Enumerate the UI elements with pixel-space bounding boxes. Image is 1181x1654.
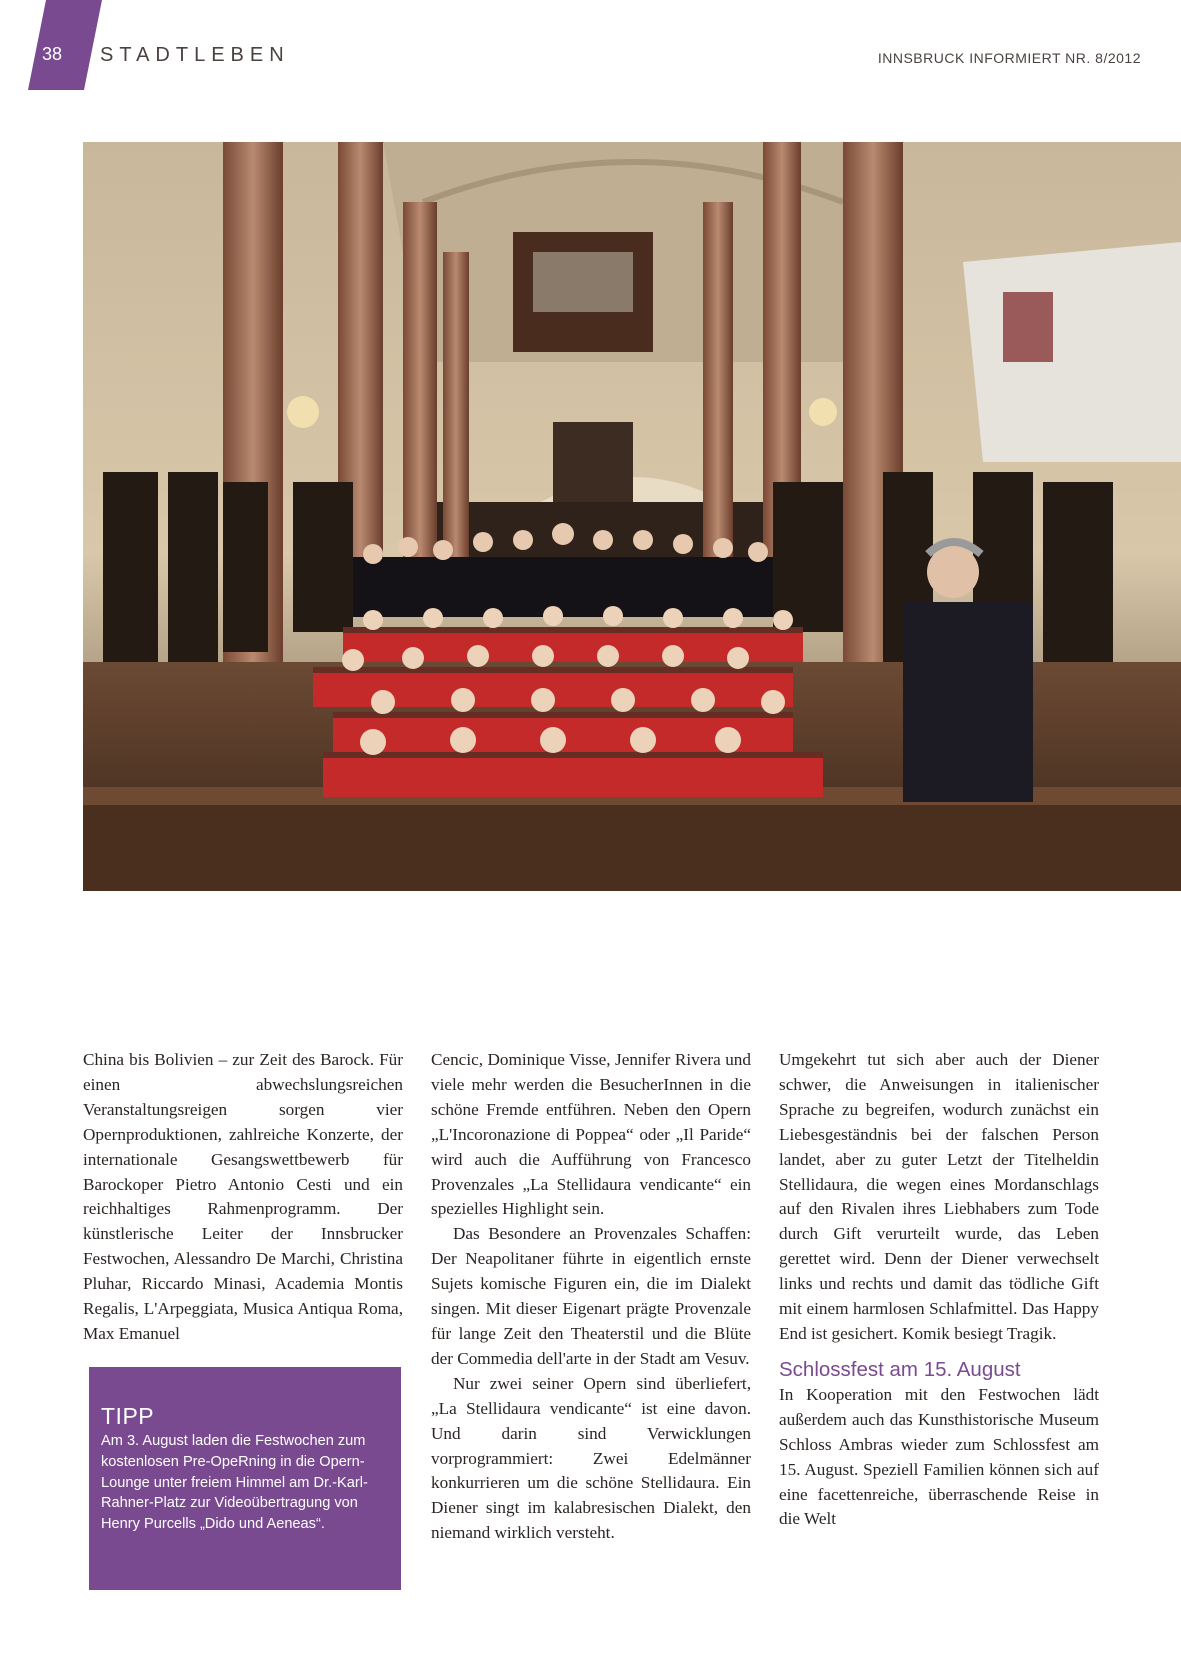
paragraph: In Kooperation mit den Festwochen lädt außerdem auch das Kunsthistorische Museum Schloss Ambras wieder zum Schlossfest am 15. August. Speziell Familien können sich auf eine facettenreiche, überraschende Reise in die Welt xyxy=(779,1384,1099,1529)
paragraph: Das Besondere an Provenzales Schaffen: Der Neapolitaner führte in eigentlich ernste Sujets komische Figuren ein, die im Dialekt singen. Mit dieser Eigenart prägte Provenzale für lange Zeit den Theaterstil und die Blüte der Commedia dell'arte in der Stadt am Vesuv. xyxy=(431,1224,751,1368)
paragraph: Nur zwei seiner Opern sind überliefert, „La Stellidaura vendicante“ ist eine davon. Und darin sind Verwicklungen vorprogrammiert: Zwei Edelmänner konkurrieren um die schöne Stellidaura. Ein Diener singt im kalabresischen Dialekt, den niemand wirklich versteht. xyxy=(431,1373,751,1543)
text-column-3 xyxy=(779,1048,1099,1532)
page-number: 38 xyxy=(42,44,63,64)
paragraph: China bis Bolivien – zur Zeit des Barock. Für einen abwechslungsreichen Veranstaltungsreigen sorgen vier Opernproduktionen, zahlreiche Konzerte, der internationale Gesangswettbewerb für Barockoper Pietro Antonio Cesti und ein reichhaltiges Rahmenprogramm. Der künstlerische Leiter der Innsbrucker Festwochen, Alessandro De Marchi, Christina Pluhar, Riccardo Minasi, Academia Montis Regalis, L'Arpeggiata, Musica Antiqua Roma, Max Emanuel xyxy=(83,1050,403,1343)
tip-text: Am 3. August laden die Festwochen zum kostenlosen Pre-OpeRning in die Opern-Lounge unter freiem Himmel am Dr.-Karl-Rahner-Platz zur Videoübertragung von Henry Purcells „Dido und Aeneas“. xyxy=(101,1433,368,1533)
paragraph: Umgekehrt tut sich aber auch der Diener schwer, die Anweisungen in italienischer Sprache zu begreifen, wodurch zunächst ein Liebesgeständnis bei der falschen Person landet, aber zu guter Letzt der Titelheldin Stellidaura, die wegen eines Mordanschlags auf den Rivalen ihres Liebhabers zum Tode durch Gift verurteilt wurde, das Leben gerettet wird. Denn der Diener verwechselt links und rechts und damit das tödliche Gift mit einem harmlosen Schlafmittel. Das Happy End ist gesichert. Komik besiegt Tragik. xyxy=(779,1050,1099,1343)
tip-box xyxy=(89,1367,401,1590)
section-title: STADTLEBEN xyxy=(100,44,290,66)
paragraph: Cencic, Dominique Visse, Jennifer Rivera und viele mehr werden die BesucherInnen in die schöne Fremde entführen. Neben den Opern „L'Incoronazione di Poppea“ oder „Il Paride“ wird auch die Aufführung von Francesco Provenzales „La Stellidaura vendicante“ ein spezielles Highlight sein. xyxy=(431,1050,751,1219)
text-column-2 xyxy=(431,1048,751,1546)
publication-issue: INNSBRUCK INFORMIERT NR. 8/2012 xyxy=(877,50,1141,66)
choir-photo xyxy=(83,142,1181,891)
text-column-1 xyxy=(83,1048,403,1347)
subheading: Schlossfest am 15. August xyxy=(779,1357,1021,1381)
tip-title: TIPP xyxy=(101,1403,155,1429)
